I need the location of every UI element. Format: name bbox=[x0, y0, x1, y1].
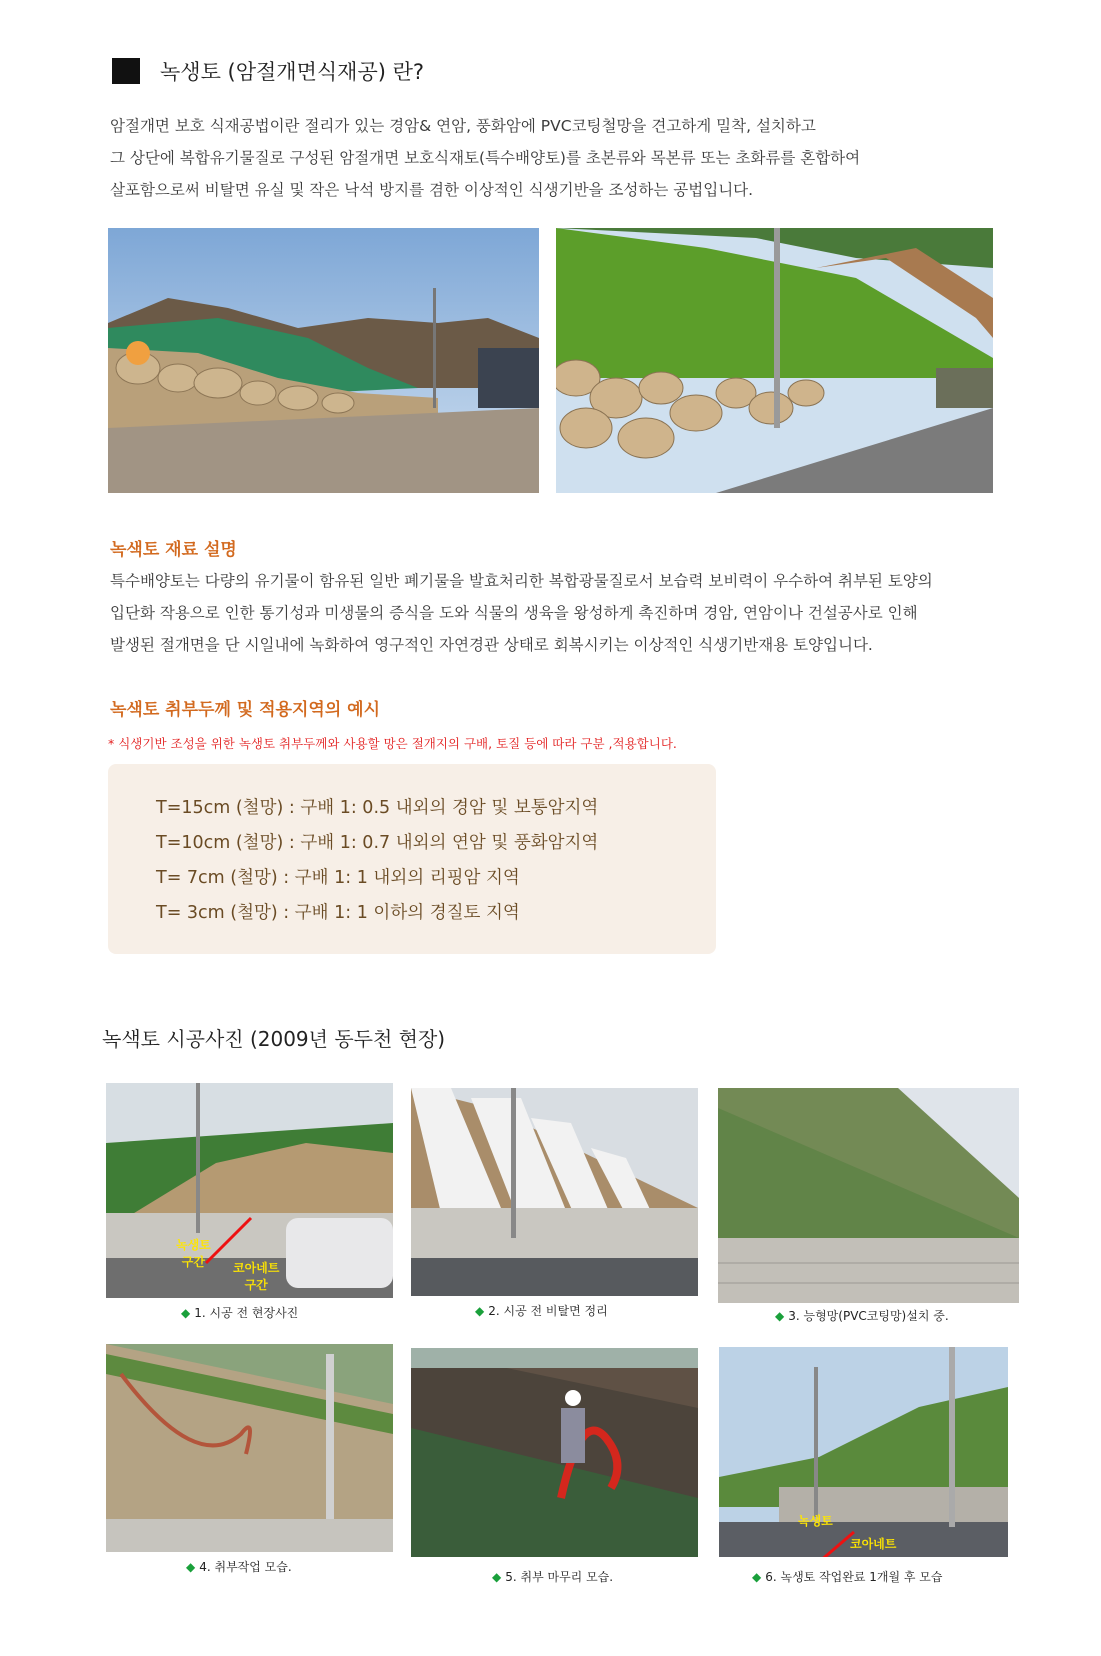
material-paragraph bbox=[110, 565, 933, 661]
caption-text: 6. 녹생토 작업완료 1개월 후 모습 bbox=[765, 1570, 943, 1584]
material-line: 특수배양토는 다량의 유기물이 함유된 일반 폐기물을 발효처리한 복합광물질로서 보습력 보비력이 우수하여 취부된 토양의 bbox=[110, 572, 933, 590]
intro-line: 암절개면 보호 식재공법이란 절리가 있는 경암& 연암, 풍화암에 PVC코팅철망을 견고하게 밀착, 설치하고 bbox=[110, 117, 816, 135]
label-text: 구간 bbox=[244, 1278, 268, 1292]
material-heading: 녹색토 재료 설명 bbox=[110, 540, 237, 560]
caption-text: 5. 취부 마무리 모습. bbox=[505, 1570, 614, 1584]
thickness-box bbox=[108, 764, 716, 954]
thickness-row: T=15cm (철망) : 구배 1: 0.5 내외의 경암 및 보통암지역 bbox=[156, 798, 599, 818]
caption-text: 3. 능형망(PVC코팅망)설치 중. bbox=[788, 1309, 949, 1323]
thickness-heading: 녹색토 취부두께 및 적용지역의 예시 bbox=[110, 700, 381, 720]
gallery-photo-3 bbox=[718, 1088, 1019, 1303]
label-coir-net-section bbox=[233, 1259, 279, 1293]
thickness-row: T= 3cm (철망) : 구배 1: 1 이하의 경질토 지역 bbox=[156, 903, 520, 923]
gallery-photo-5 bbox=[411, 1348, 698, 1557]
diamond-icon: ◆ bbox=[186, 1560, 196, 1574]
diamond-icon: ◆ bbox=[475, 1304, 485, 1318]
thickness-row: T=10cm (철망) : 구배 1: 0.7 내외의 연암 및 풍화암지역 bbox=[156, 833, 599, 853]
diamond-icon: ◆ bbox=[752, 1570, 762, 1584]
photo-rock-slope-left bbox=[108, 228, 539, 493]
intro-paragraph bbox=[110, 110, 860, 206]
gallery-photo-2 bbox=[411, 1088, 698, 1296]
thickness-row: T= 7cm (철망) : 구배 1: 1 내외의 리핑암 지역 bbox=[156, 868, 520, 888]
label-green-soil-section bbox=[176, 1236, 211, 1270]
material-line: 발생된 절개면을 단 시일내에 녹화하여 영구적인 자연경관 상태로 회복시키는 이상적인 식생기반재용 토양입니다. bbox=[110, 636, 873, 654]
gallery-photo-4 bbox=[106, 1344, 393, 1552]
gallery-heading: 녹색토 시공사진 (2009년 동두천 현장) bbox=[102, 1027, 446, 1051]
thickness-note: * 식생기반 조성을 위한 녹생토 취부두께와 사용할 망은 절개지의 구배, 토질 등에 따라 구분 ,적용합니다. bbox=[108, 736, 677, 751]
label-text: 코아네트 bbox=[233, 1261, 280, 1275]
diamond-icon: ◆ bbox=[492, 1570, 502, 1584]
diamond-icon: ◆ bbox=[775, 1309, 785, 1323]
title-square-icon bbox=[112, 58, 140, 84]
intro-title: 녹생토 (암절개면식재공) 란? bbox=[160, 60, 425, 84]
label-text: 녹생토 bbox=[176, 1238, 211, 1252]
caption-3 bbox=[775, 1307, 949, 1324]
caption-text: 2. 시공 전 비탈면 정리 bbox=[488, 1304, 608, 1318]
caption-1 bbox=[181, 1304, 298, 1321]
material-line: 입단화 작용으로 인한 통기성과 미생물의 증식을 도와 식물의 생육을 왕성하게 촉진하며 경암, 연암이나 건설공사로 인해 bbox=[110, 604, 918, 622]
label-green-soil: 녹생토 bbox=[798, 1514, 833, 1528]
caption-4 bbox=[186, 1558, 292, 1575]
photo-rock-slope-right bbox=[556, 228, 993, 493]
caption-6 bbox=[752, 1568, 943, 1585]
caption-text: 4. 취부작업 모습. bbox=[199, 1560, 292, 1574]
diamond-icon: ◆ bbox=[181, 1306, 191, 1320]
intro-line: 살포함으로써 비탈면 유실 및 작은 낙석 방지를 겸한 이상적인 식생기반을 조성하는 공법입니다. bbox=[110, 181, 754, 199]
caption-2 bbox=[475, 1302, 608, 1319]
gallery-photo-6 bbox=[719, 1347, 1008, 1557]
label-coir-net: 코아네트 bbox=[850, 1537, 897, 1551]
caption-text: 1. 시공 전 현장사진 bbox=[194, 1306, 299, 1320]
label-text: 구간 bbox=[181, 1255, 205, 1269]
caption-5 bbox=[492, 1568, 613, 1585]
intro-line: 그 상단에 복합유기물질로 구성된 암절개면 보호식재토(특수배양토)를 초본류와 목본류 또는 초화류를 혼합하여 bbox=[110, 149, 861, 167]
